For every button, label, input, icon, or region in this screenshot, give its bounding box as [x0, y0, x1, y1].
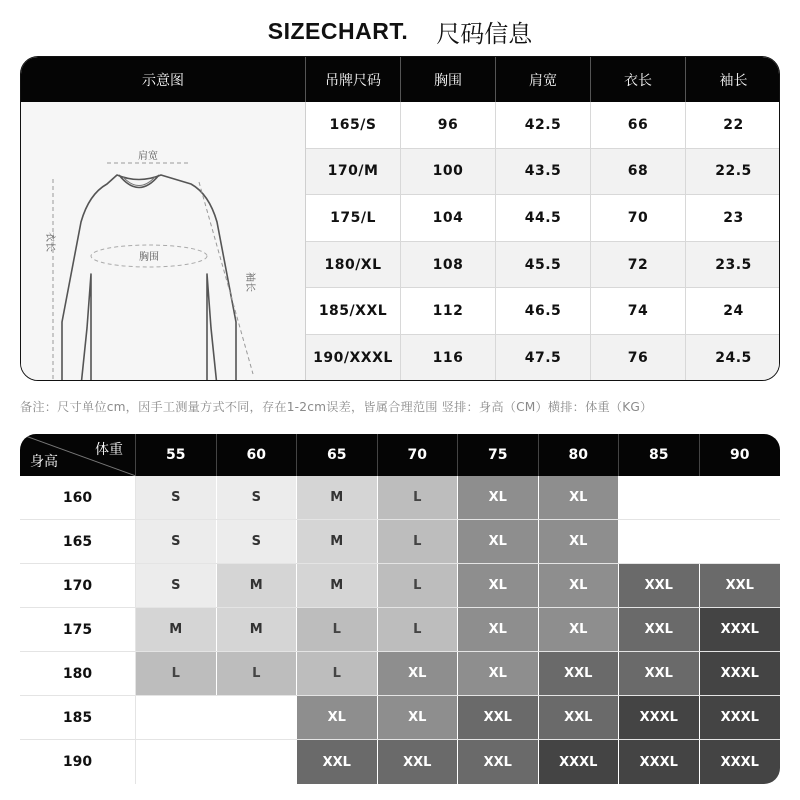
- sleeve-value: 22: [723, 116, 744, 133]
- tag-size: 170/M: [306, 149, 401, 195]
- sleeve-value: 24: [723, 303, 744, 320]
- size-info-table: [20, 56, 780, 381]
- recommended-size-cell: XXXL: [619, 740, 700, 784]
- recommended-size-cell: S: [136, 564, 217, 607]
- recommended-size-cell: XXXL: [700, 652, 781, 695]
- recommended-size-cell: XXL: [539, 696, 620, 739]
- shoulder-value: 47.5: [496, 335, 591, 381]
- recommended-size-cell: [136, 740, 217, 784]
- recommended-size-cell: XXL: [458, 696, 539, 739]
- chest-value: 112: [401, 288, 496, 334]
- length-value: 68: [591, 149, 686, 195]
- recommended-size-cell: XL: [378, 652, 459, 695]
- header-sleeve: 袖长: [719, 72, 748, 89]
- height-row: [20, 520, 780, 564]
- weight-header: 75: [458, 434, 539, 476]
- header-tag-size: 吊牌尺码: [306, 57, 401, 102]
- height-row: [20, 564, 780, 608]
- recommended-size-cell: L: [378, 476, 459, 519]
- recommended-size-cell: S: [217, 520, 298, 563]
- chest-value: 104: [401, 195, 496, 241]
- weight-header: 55: [136, 434, 217, 476]
- sleeve-value: 24.5: [715, 350, 752, 367]
- recommended-size-cell: XL: [539, 608, 620, 651]
- recommended-size-cell: XL: [458, 608, 539, 651]
- chest-label: 胸围: [139, 252, 159, 263]
- size-row: [306, 288, 780, 335]
- height-row: [20, 696, 780, 740]
- long-sleeve-shirt-icon: [21, 102, 306, 381]
- height-label: 170: [20, 564, 136, 607]
- sleeve-value: 22.5: [715, 163, 752, 180]
- measurement-note: 备注：尺寸单位cm，因手工测量方式不同，存在1-2cm误差，皆属合理范围 竖排：身高（CM）横排：体重（KG）: [20, 400, 653, 414]
- height-label: 190: [20, 740, 136, 784]
- recommended-size-cell: XXL: [297, 740, 378, 784]
- tag-size: 190/XXXL: [306, 335, 401, 381]
- recommended-size-cell: XL: [458, 520, 539, 563]
- height-row: [20, 740, 780, 784]
- header-length: 衣长: [591, 57, 686, 102]
- recommended-size-cell: [136, 696, 217, 739]
- recommended-size-cell: S: [136, 476, 217, 519]
- length-value: 74: [591, 288, 686, 334]
- recommended-size-cell: XL: [458, 564, 539, 607]
- height-label: 175: [20, 608, 136, 651]
- recommended-size-cell: XXL: [700, 564, 781, 607]
- shoulder-value: 43.5: [496, 149, 591, 195]
- recommended-size-cell: XL: [458, 652, 539, 695]
- weight-header: 85: [619, 434, 700, 476]
- weight-header: 90: [730, 447, 750, 463]
- weight-header: 70: [378, 434, 459, 476]
- weight-header-row: [20, 434, 780, 476]
- recommended-size-cell: L: [297, 608, 378, 651]
- recommended-size-cell: [217, 696, 298, 739]
- recommended-size-cell: XXXL: [700, 608, 781, 651]
- recommended-size-cell: [619, 520, 700, 563]
- recommended-size-cell: XXL: [619, 564, 700, 607]
- header-shoulder: 肩宽: [496, 57, 591, 102]
- weight-header: 80: [539, 434, 620, 476]
- length-label: 衣长: [44, 232, 55, 252]
- corner-height-label: 身高: [30, 454, 58, 470]
- recommended-size-cell: L: [378, 520, 459, 563]
- recommended-size-cell: S: [217, 476, 298, 519]
- recommended-size-cell: XL: [297, 696, 378, 739]
- size-row: [306, 102, 780, 149]
- recommended-size-cell: XL: [539, 520, 620, 563]
- recommended-size-cell: XL: [458, 476, 539, 519]
- recommended-size-cell: [217, 740, 298, 784]
- shoulder-value: 44.5: [496, 195, 591, 241]
- recommended-size-cell: L: [136, 652, 217, 695]
- chest-value: 100: [401, 149, 496, 195]
- recommended-size-cell: L: [378, 608, 459, 651]
- recommended-size-cell: L: [217, 652, 298, 695]
- title-chinese: 尺码信息: [436, 19, 533, 48]
- recommended-size-cell: S: [136, 520, 217, 563]
- height-label: 180: [20, 652, 136, 695]
- tag-size: 180/XL: [306, 242, 401, 288]
- height-label: 185: [20, 696, 136, 739]
- height-row: [20, 476, 780, 520]
- size-row: [306, 149, 780, 196]
- recommended-size-cell: XL: [378, 696, 459, 739]
- recommended-size-cell: [700, 520, 781, 563]
- weight-header: 60: [217, 434, 298, 476]
- size-recommendation-grid: [20, 434, 780, 784]
- size-info-header: [21, 57, 780, 102]
- sleeve-label: 袖长: [244, 272, 255, 292]
- recommendation-body: [20, 476, 780, 784]
- weight-header: 65: [297, 434, 378, 476]
- shoulder-label: 肩宽: [138, 151, 158, 162]
- height-label: 165: [20, 520, 136, 563]
- recommended-size-cell: L: [378, 564, 459, 607]
- recommended-size-cell: [619, 476, 700, 519]
- shirt-diagram: [21, 102, 306, 381]
- tag-size: 185/XXL: [306, 288, 401, 334]
- recommended-size-cell: XXXL: [700, 696, 781, 739]
- chest-value: 108: [401, 242, 496, 288]
- recommended-size-cell: M: [297, 476, 378, 519]
- recommended-size-cell: XXXL: [539, 740, 620, 784]
- page-title: [0, 14, 800, 48]
- length-value: 72: [591, 242, 686, 288]
- recommended-size-cell: M: [217, 608, 298, 651]
- shoulder-value: 42.5: [496, 102, 591, 148]
- chest-value: 116: [401, 335, 496, 381]
- recommended-size-cell: L: [297, 652, 378, 695]
- size-row: [306, 195, 780, 242]
- tag-size: 165/S: [306, 102, 401, 148]
- length-value: 70: [591, 195, 686, 241]
- recommended-size-cell: M: [297, 564, 378, 607]
- shoulder-value: 46.5: [496, 288, 591, 334]
- recommended-size-cell: [700, 476, 781, 519]
- recommended-size-cell: M: [136, 608, 217, 651]
- recommended-size-cell: XXL: [378, 740, 459, 784]
- recommended-size-cell: XXXL: [700, 740, 781, 784]
- title-english: SIZECHART.: [267, 17, 409, 44]
- height-label: 160: [20, 476, 136, 519]
- recommended-size-cell: XXL: [458, 740, 539, 784]
- length-value: 76: [591, 335, 686, 381]
- recommended-size-cell: XXL: [619, 608, 700, 651]
- length-value: 66: [591, 102, 686, 148]
- tag-size: 175/L: [306, 195, 401, 241]
- height-row: [20, 652, 780, 696]
- header-chest: 胸围: [401, 57, 496, 102]
- corner-weight-label: 体重: [95, 442, 123, 458]
- recommended-size-cell: XL: [539, 476, 620, 519]
- shoulder-value: 45.5: [496, 242, 591, 288]
- sleeve-value: 23: [723, 209, 744, 226]
- sleeve-value: 23.5: [715, 256, 752, 273]
- header-diagram: 示意图: [21, 57, 306, 102]
- recommended-size-cell: M: [297, 520, 378, 563]
- recommended-size-cell: XXL: [619, 652, 700, 695]
- recommended-size-cell: M: [217, 564, 298, 607]
- recommended-size-cell: XL: [539, 564, 620, 607]
- recommended-size-cell: XXL: [539, 652, 620, 695]
- recommended-size-cell: XXXL: [619, 696, 700, 739]
- height-row: [20, 608, 780, 652]
- size-row: [306, 335, 780, 381]
- grid-corner: [20, 434, 136, 476]
- size-info-body: [306, 102, 780, 381]
- chest-value: 96: [401, 102, 496, 148]
- size-row: [306, 242, 780, 289]
